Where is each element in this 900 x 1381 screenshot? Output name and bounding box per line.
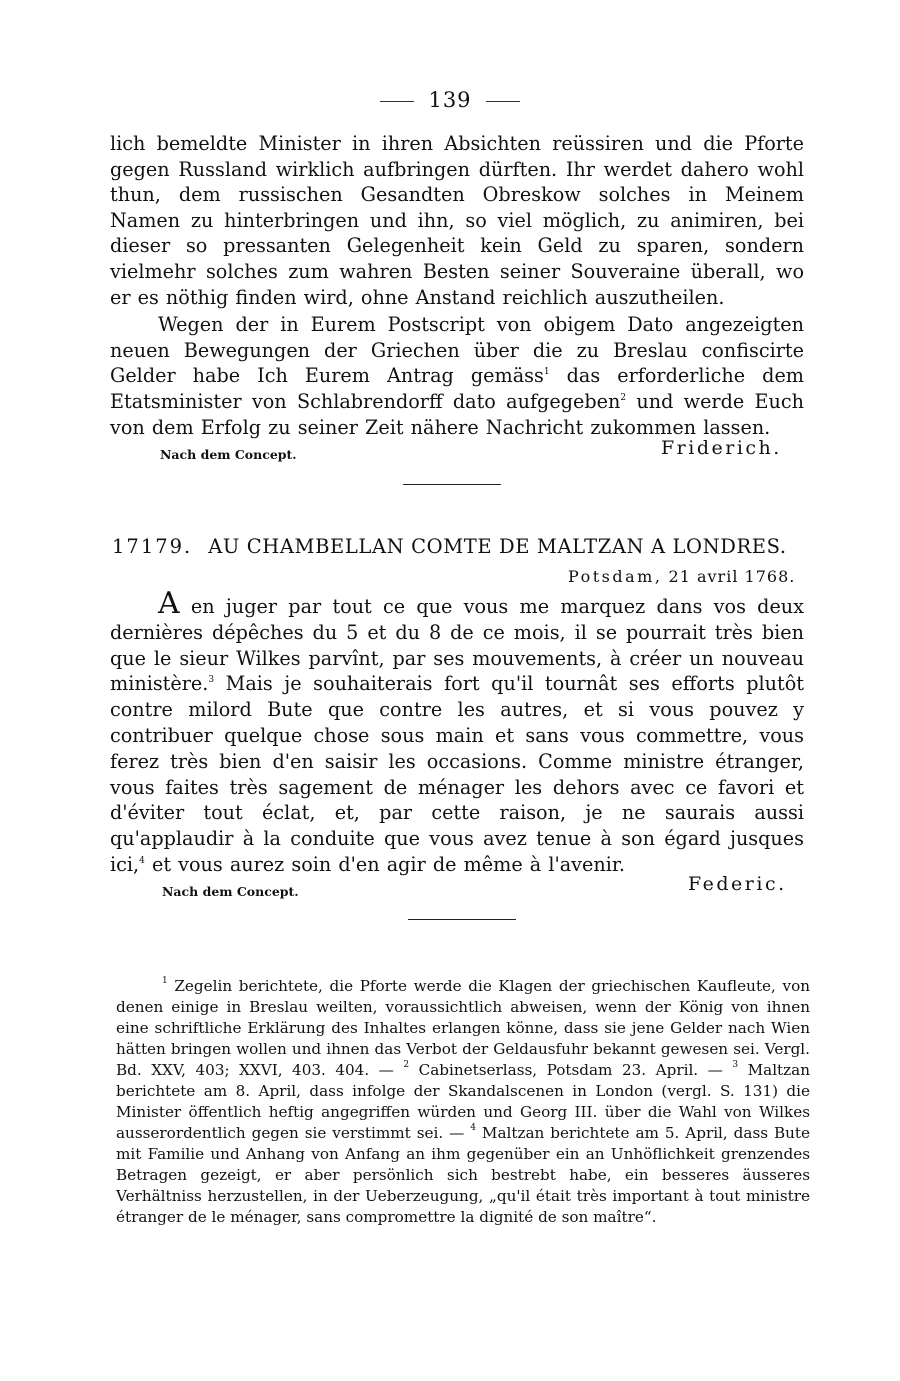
header-dash-left (380, 101, 414, 102)
letter2-heading (112, 535, 812, 558)
letter2-paragraph: A en juger par tout ce que vous me marquez dans vos deux dernières dépêches du 5 et du 8 de ce mois, il se pourrait très bien que le sieur Wilkes parvînt, par ses mouvements, à créer un nouveau ministère.$^3$ Mais je souhaiterais fort qu'il tournât ses efforts plutôt contre milord Bute que contre les autres, et si vous pouvez y contribuer quelque chose sous main et sans vous commettre, vous ferez très bien d'en saisir les occasions. Comme ministre étranger, vous faites très sagement de ménager les dehors avec ce favori et d'éviter tout éclat, et, par cette raison, je ne saurais aussi qu'applaudir à la conduite que vous avez tenue à son égard jusques ici,$^4$ et vous aurez soin d'en agir de même à l'avenir. (110, 586, 804, 876)
footnote-1-marker: 1 (162, 976, 168, 986)
page-number: 139 (428, 88, 472, 112)
letter2-signature: Federic. (688, 873, 787, 895)
letter1-paragraph-1: lich bemeldte Minister in ihren Absichten reüssiren und die Pforte gegen Russland wirklich aufbringen dürften. Ihr werdet dahero wohl thun, dem russischen Gesandten Obreskow solches in Meinem Namen zu hinterbringen und ihn, so viel möglich, zu animiren, bei dieser so pressanten Gelegenheit kein Geld zu sparen, sondern vielmehr solches zum wahren Besten seiner Souveraine überall, wo er es nöthig finden wird, ohne Anstand reichlich auszutheilen. (110, 132, 804, 309)
footnotes (116, 976, 810, 1228)
footnotes-text (116, 976, 810, 1228)
page-header (0, 88, 900, 112)
letter2-dateline (568, 567, 795, 586)
footnote-4-marker: 4 (470, 1123, 476, 1133)
footnote-ref-3: 3 (208, 675, 215, 686)
letter1-signature: Friderich. (661, 437, 782, 459)
footnote-ref-4: 4 (139, 855, 145, 866)
footnote-1: Zegelin berichtete, die Pforte werde die Klagen der griechischen Kaufleute, von denen einige in Breslau weilten, voraussichtlich abweisen, wenn der König von ihnen eine schriftliche Erklärung des Inhaltes erlangen könne, dass sie jene Gelder nach Wien hätten bringen wollen und ihnen das Verbot der Geldausfuhr bekannt gewesen sei. Vergl. Bd. XXV, 403; XXVI, 403. 404. — (116, 977, 810, 1079)
letter1-text (110, 131, 804, 440)
footnote-3: Maltzan berichtete am 8. April, dass infolge der Skandalscenen in London (vergl. S. 131) die Minister öffentlich heftig angegriffen würden und Georg III. über die Wahl von Wilkes ausserordentlich gegen sie verstimmt sei. — (116, 1061, 810, 1142)
footnote-ref-1: 1 (543, 367, 550, 378)
letter-title: AU CHAMBELLAN COMTE DE MALTZAN A LONDRES. (208, 535, 787, 558)
letter1-paragraph-2: Wegen der in Eurem Postscript von obigem Dato angezeigten neuen Bewegungen der Griechen über die zu Breslau confiscirte Gelder habe Ich Eurem Antrag gemäss$^1$ das erforderliche dem Etatsminister von Schlabrendorff dato aufgegeben$^2$ und werde Euch von dem Erfolg zu seiner Zeit nähere Nachricht zukommen lassen. (110, 313, 805, 439)
letter-place: Potsdam, (568, 567, 663, 586)
drop-cap: A (158, 586, 180, 621)
footnote-3-marker: 3 (732, 1060, 739, 1070)
footnote-2-marker: 2 (403, 1060, 410, 1070)
letter2-text (110, 586, 804, 878)
footnote-4: Maltzan berichtete am 5. April, dass Bute mit Familie und Anhang von Anfang an ihm gegenüber ein an Unhöflichkeit grenzendes Betragen gezeigt, er aber persönlich sich bestrebt habe, ein besseres äusseres Verhältniss herzustellen, in der Ueberzeugung, „qu'il était très important à tout ministre étranger de le ménager, sans compromettre la dignité de son maître“. (116, 1124, 810, 1226)
section-divider-1 (403, 484, 501, 485)
letter1-source-note: Nach dem Concept. (160, 447, 297, 462)
section-divider-2 (408, 919, 516, 920)
footnote-ref-2: 2 (620, 392, 627, 403)
letter-number: 17179. (112, 535, 193, 558)
header-dash-right (486, 101, 520, 102)
letter-date: 21 avril 1768. (668, 567, 796, 586)
footnote-2: Cabinetserlass, Potsdam 23. April. — (409, 1061, 733, 1079)
letter2-source-note: Nach dem Concept. (162, 884, 299, 899)
